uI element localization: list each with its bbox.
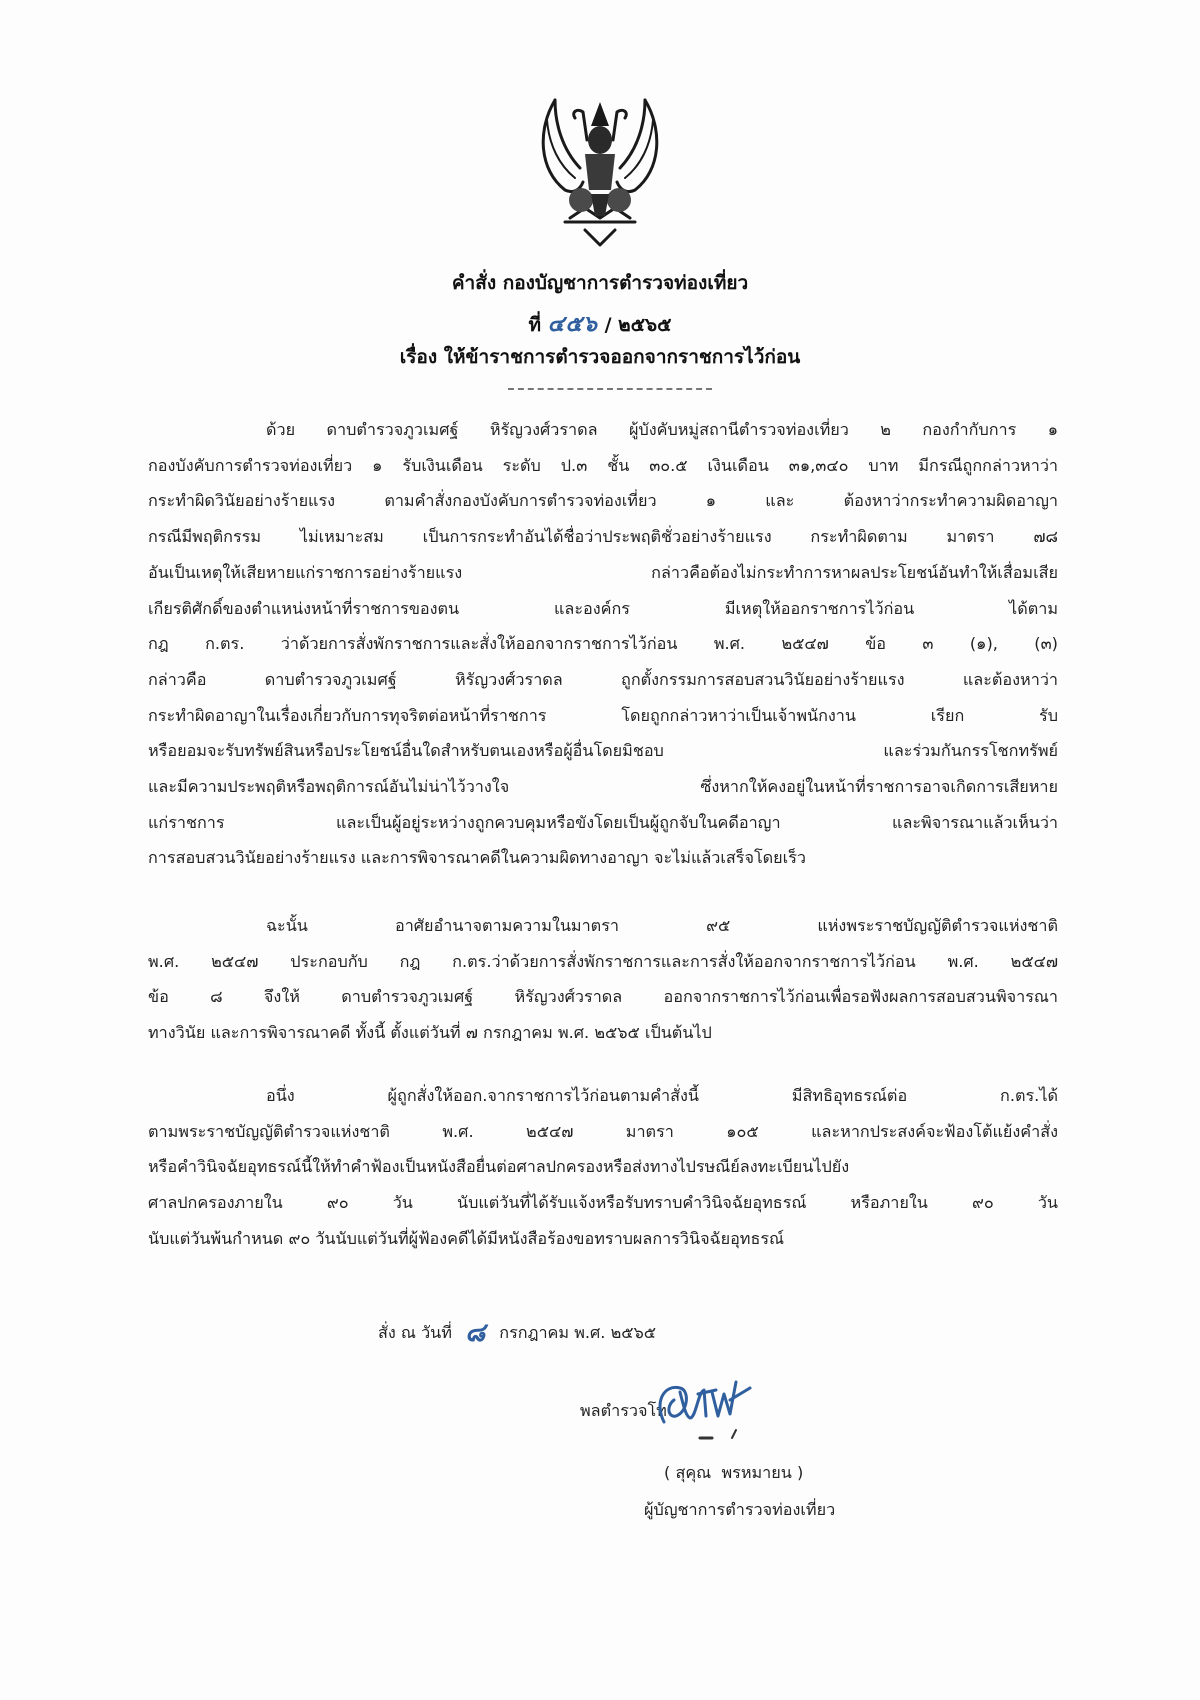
date-prefix: สั่ง ณ วันที่ <box>378 1323 452 1342</box>
paragraph-line: ทางวินัย และการพิจารณาคดี ทั้งนี้ ตั้งแต่วันที่ ๗ กรกฎาคม พ.ศ. ๒๕๖๕ เป็นต้นไป <box>148 1023 712 1043</box>
paragraph-order <box>148 908 1058 1051</box>
paragraph-line: อนึ่ง ผู้ถูกสั่งให้ออก.จากราชการไว้ก่อนตามคำสั่งนี้ มีสิทธิอุทธรณ์ต่อ ก.ตร.ได้ <box>266 1086 1058 1105</box>
paragraph-line: อันเป็นเหตุให้เสียหายแก่ราชการอย่างร้ายแรง กล่าวคือต้องไม่กระทำการหาผลประโยชน์อันทำให้เสื่อมเสีย <box>148 562 1058 582</box>
paragraph-line: ข้อ ๘ จึงให้ ดาบตำรวจภูวเมศฐ์ หิรัญวงศ์วราดล ออกจากราชการไว้ก่อนเพื่อรอฟังผลการสอบสวนพิจารณา <box>148 987 1058 1007</box>
paragraph-line: กระทำผิดวินัยอย่างร้ายแรง ตามคำสั่งกองบังคับการตำรวจท่องเที่ยว ๑ และ ต้องหาว่ากระทำความผิดอาญา <box>148 491 1058 511</box>
date-day-handwritten: ๘ <box>465 1318 487 1348</box>
signatory-rank: พลตำรวจโท <box>580 1401 667 1420</box>
paragraph-line: ตามพระราชบัญญัติตำรวจแห่งชาติ พ.ศ. ๒๕๔๗ มาตรา ๑๐๕ และหากประสงค์จะฟ้องโต้แย้งคำสั่ง <box>148 1121 1058 1141</box>
paragraph-line: นับแต่วันพ้นกำหนด ๙๐ วันนับแต่วันที่ผู้ฟ้องคดีได้มีหนังสือร้องขอทราบผลการวินิจฉัยอุทธรณ์ <box>148 1228 785 1248</box>
paragraph-line: พ.ศ. ๒๕๔๗ ประกอบกับ กฎ ก.ตร.ว่าด้วยการสั่งพักราชการและการสั่งให้ออกจากราชการไว้ก่อน พ.ศ. ๒๕๔๗ <box>148 951 1058 971</box>
paragraph-line: กระทำผิดอาญาในเรื่องเกี่ยวกับการทุจริตต่อหน้าที่ราชการ โดยถูกกล่าวหาว่าเป็นเจ้าพนักงาน เรียก รับ <box>148 705 1058 725</box>
paragraph-line: กรณีมีพฤติกรรม ไม่เหมาะสม เป็นการกระทำอันได้ชื่อว่าประพฤติชั่วอย่างร้ายแรง กระทำผิดตาม มาตรา ๗๘ <box>148 527 1058 547</box>
paragraph-line: กองบังคับการตำรวจท่องเที่ยว ๑ รับเงินเดือน ระดับ ป.๓ ชั้น ๓๐.๕ เงินเดือน ๓๑,๓๔๐ บาท มีกรณีถูกกล่าวหาว่า <box>148 455 1058 475</box>
garuda-emblem-icon <box>525 90 675 250</box>
order-date <box>378 1312 656 1353</box>
paragraph-line: แก่ราชการ และเป็นผู้อยู่ระหว่างถูกควบคุมหรือขังโดยเป็นผู้ถูกจับในคดีอาญา และพิจารณาแล้วเห็นว่า <box>148 812 1058 832</box>
paragraph-line: ด้วย ดาบตำรวจภูวเมศฐ์ หิรัญวงศ์วราดล ผู้บังคับหมู่สถานีตำรวจท่องเที่ยว ๒ กองกำกับการ ๑ <box>266 420 1058 439</box>
paragraph-line: กฎ ก.ตร. ว่าด้วยการสั่งพักราชการและสั่งให้ออกจากราชการไว้ก่อน พ.ศ. ๒๕๔๗ ข้อ ๓ (๑), (๓) <box>148 634 1058 654</box>
paragraph-grounds <box>148 412 1058 876</box>
order-number-handwritten: ๔๕๖ <box>547 312 598 337</box>
order-title: คำสั่ง กองบัญชาการตำรวจท่องเที่ยว <box>451 272 749 294</box>
signature-icon <box>650 1372 760 1452</box>
order-number <box>0 306 1200 341</box>
paragraph-line: ศาลปกครองภายใน ๙๐ วัน นับแต่วันที่ได้รับแจ้งหรือรับทราบคำวินิจฉัยอุทธรณ์ หรือภายใน ๙๐ วัน <box>148 1193 1058 1213</box>
paragraph-line: หรือยอมจะรับทรัพย์สินหรือประโยชน์อื่นใดสำหรับตนเองหรือผู้อื่นโดยมิชอบ และร่วมกันกรรโชกทรัพย์ <box>148 741 1058 761</box>
paragraph-line: กล่าวคือ ดาบตำรวจภูวเมศฐ์ หิรัญวงศ์วราดล ถูกตั้งกรรมการสอบสวนวินัยอย่างร้ายแรง และต้องหาว่า <box>148 669 1058 689</box>
signatory-position: ผู้บัญชาการตำรวจท่องเที่ยว <box>644 1500 836 1519</box>
paragraph-line: เกียรติศักดิ์ของตำแหน่งหน้าที่ราชการของตน และองค์กร มีเหตุให้ออกราชการไว้ก่อน ได้ตาม <box>148 598 1058 618</box>
paragraph-line: ฉะนั้น อาศัยอำนาจตามความในมาตรา ๙๕ แห่งพระราชบัญญัติตำรวจแห่งชาติ <box>266 916 1058 935</box>
order-number-prefix: ที่ <box>528 314 542 336</box>
paragraph-line: หรือคำวินิจฉัยอุทธรณ์นี้ให้ทำคำฟ้องเป็นหนังสือยื่นต่อศาลปกครองหรือส่งทางไปรษณีย์ลงทะเบียนไปยัง <box>148 1157 850 1177</box>
paragraph-line: การสอบสวนวินัยอย่างร้ายแรง และการพิจารณาคดีในความผิดทางอาญา จะไม่แล้วเสร็จโดยเร็ว <box>148 848 806 868</box>
paragraph-line: และมีความประพฤติหรือพฤติการณ์อันไม่น่าไว้วางใจ ซึ่งหากให้คงอยู่ในหน้าที่ราชการอาจเกิดการเสียหาย <box>148 777 1058 797</box>
header-divider <box>508 388 712 390</box>
paragraph-appeal-rights <box>148 1078 1058 1257</box>
signatory-name: ( สุคุณ พรหมายน ) <box>664 1463 804 1482</box>
date-suffix: กรกฎาคม พ.ศ. ๒๕๖๕ <box>499 1323 657 1342</box>
order-subject: เรื่อง ให้ข้าราชการตำรวจออกจากราชการไว้ก่อน <box>399 346 801 368</box>
order-number-year: / ๒๕๖๕ <box>604 314 672 336</box>
